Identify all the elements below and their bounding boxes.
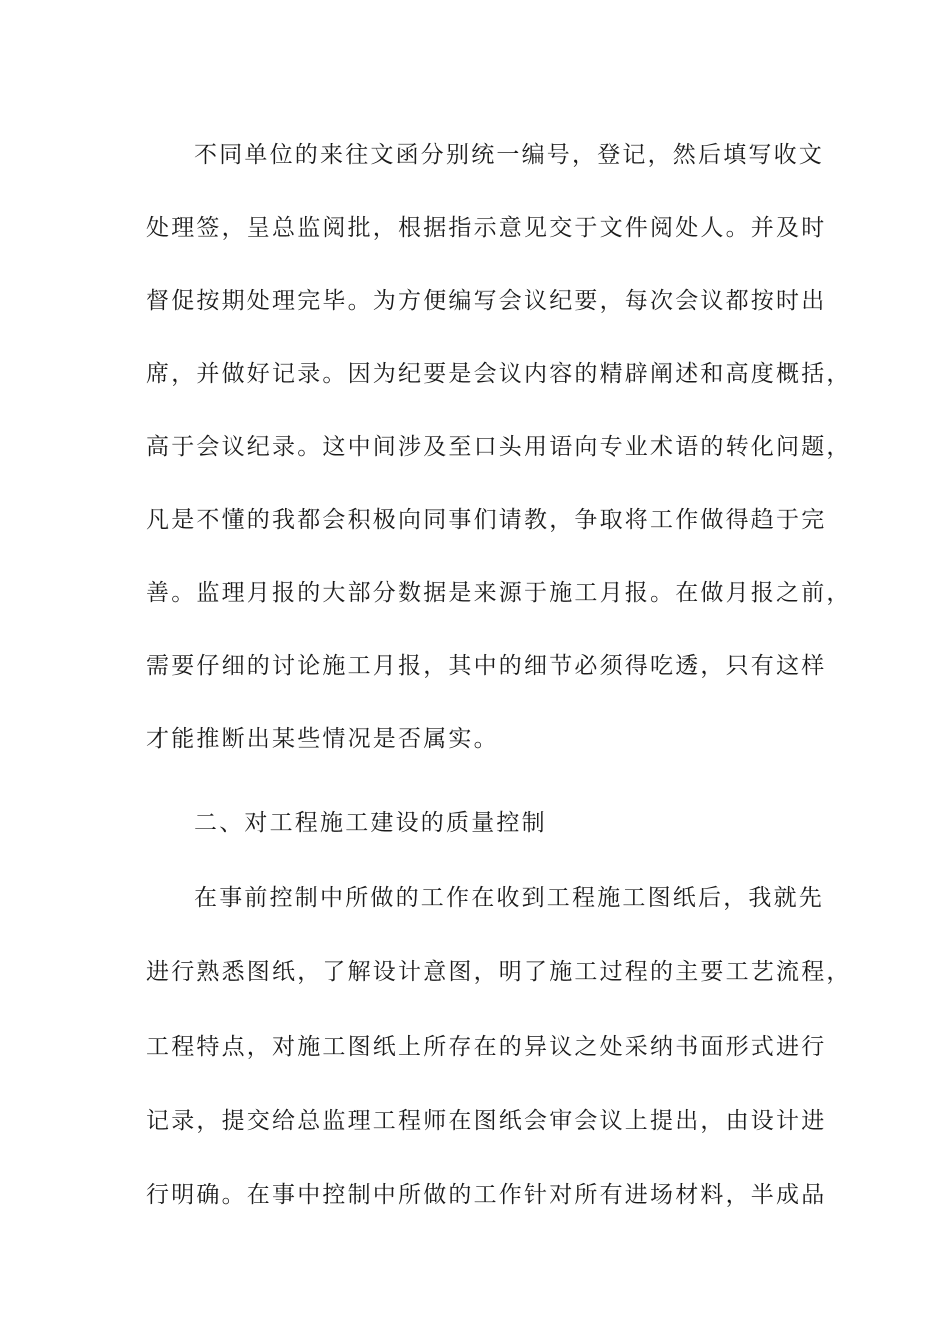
paragraph-1-line-6: 凡是不懂的我都会积极向同事们请教，争取将工作做得趋于完: [146, 507, 827, 533]
paragraph-2-line-2: 进行熟悉图纸，了解设计意图，明了施工过程的主要工艺流程，: [146, 959, 852, 985]
section-heading: 二、对工程施工建设的质量控制: [194, 810, 547, 836]
paragraph-2-line-3: 工程特点，对施工图纸上所存在的异议之处采纳书面形式进行: [146, 1034, 827, 1060]
paragraph-1-line-3: 督促按期处理完毕。为方便编写会议纪要，每次会议都按时出: [146, 288, 827, 314]
paragraph-1-line-4: 席，并做好记录。因为纪要是会议内容的精辟阐述和高度概括，: [146, 361, 852, 387]
paragraph-1-line-7: 善。监理月报的大部分数据是来源于施工月报。在做月报之前，: [146, 580, 852, 606]
paragraph-1-line-5: 高于会议纪录。这中间涉及至口头用语向专业术语的转化问题，: [146, 434, 852, 460]
paragraph-1-line-8: 需要仔细的讨论施工月报，其中的细节必须得吃透，只有这样: [146, 653, 827, 679]
paragraph-1-line-9: 才能推断出某些情况是否属实。: [146, 726, 499, 752]
paragraph-2-line-5: 行明确。在事中控制中所做的工作针对所有进场材料，半成品: [146, 1182, 827, 1208]
paragraph-1-line-1: 不同单位的来往文函分别统一编号，登记，然后填写收文: [194, 142, 824, 168]
paragraph-1-line-2: 处理签，呈总监阅批，根据指示意见交于文件阅处人。并及时: [146, 215, 827, 241]
paragraph-2-line-4: 记录，提交给总监理工程师在图纸会审会议上提出，由设计进: [146, 1108, 827, 1134]
paragraph-2-line-1: 在事前控制中所做的工作在收到工程施工图纸后，我就先: [194, 885, 824, 911]
